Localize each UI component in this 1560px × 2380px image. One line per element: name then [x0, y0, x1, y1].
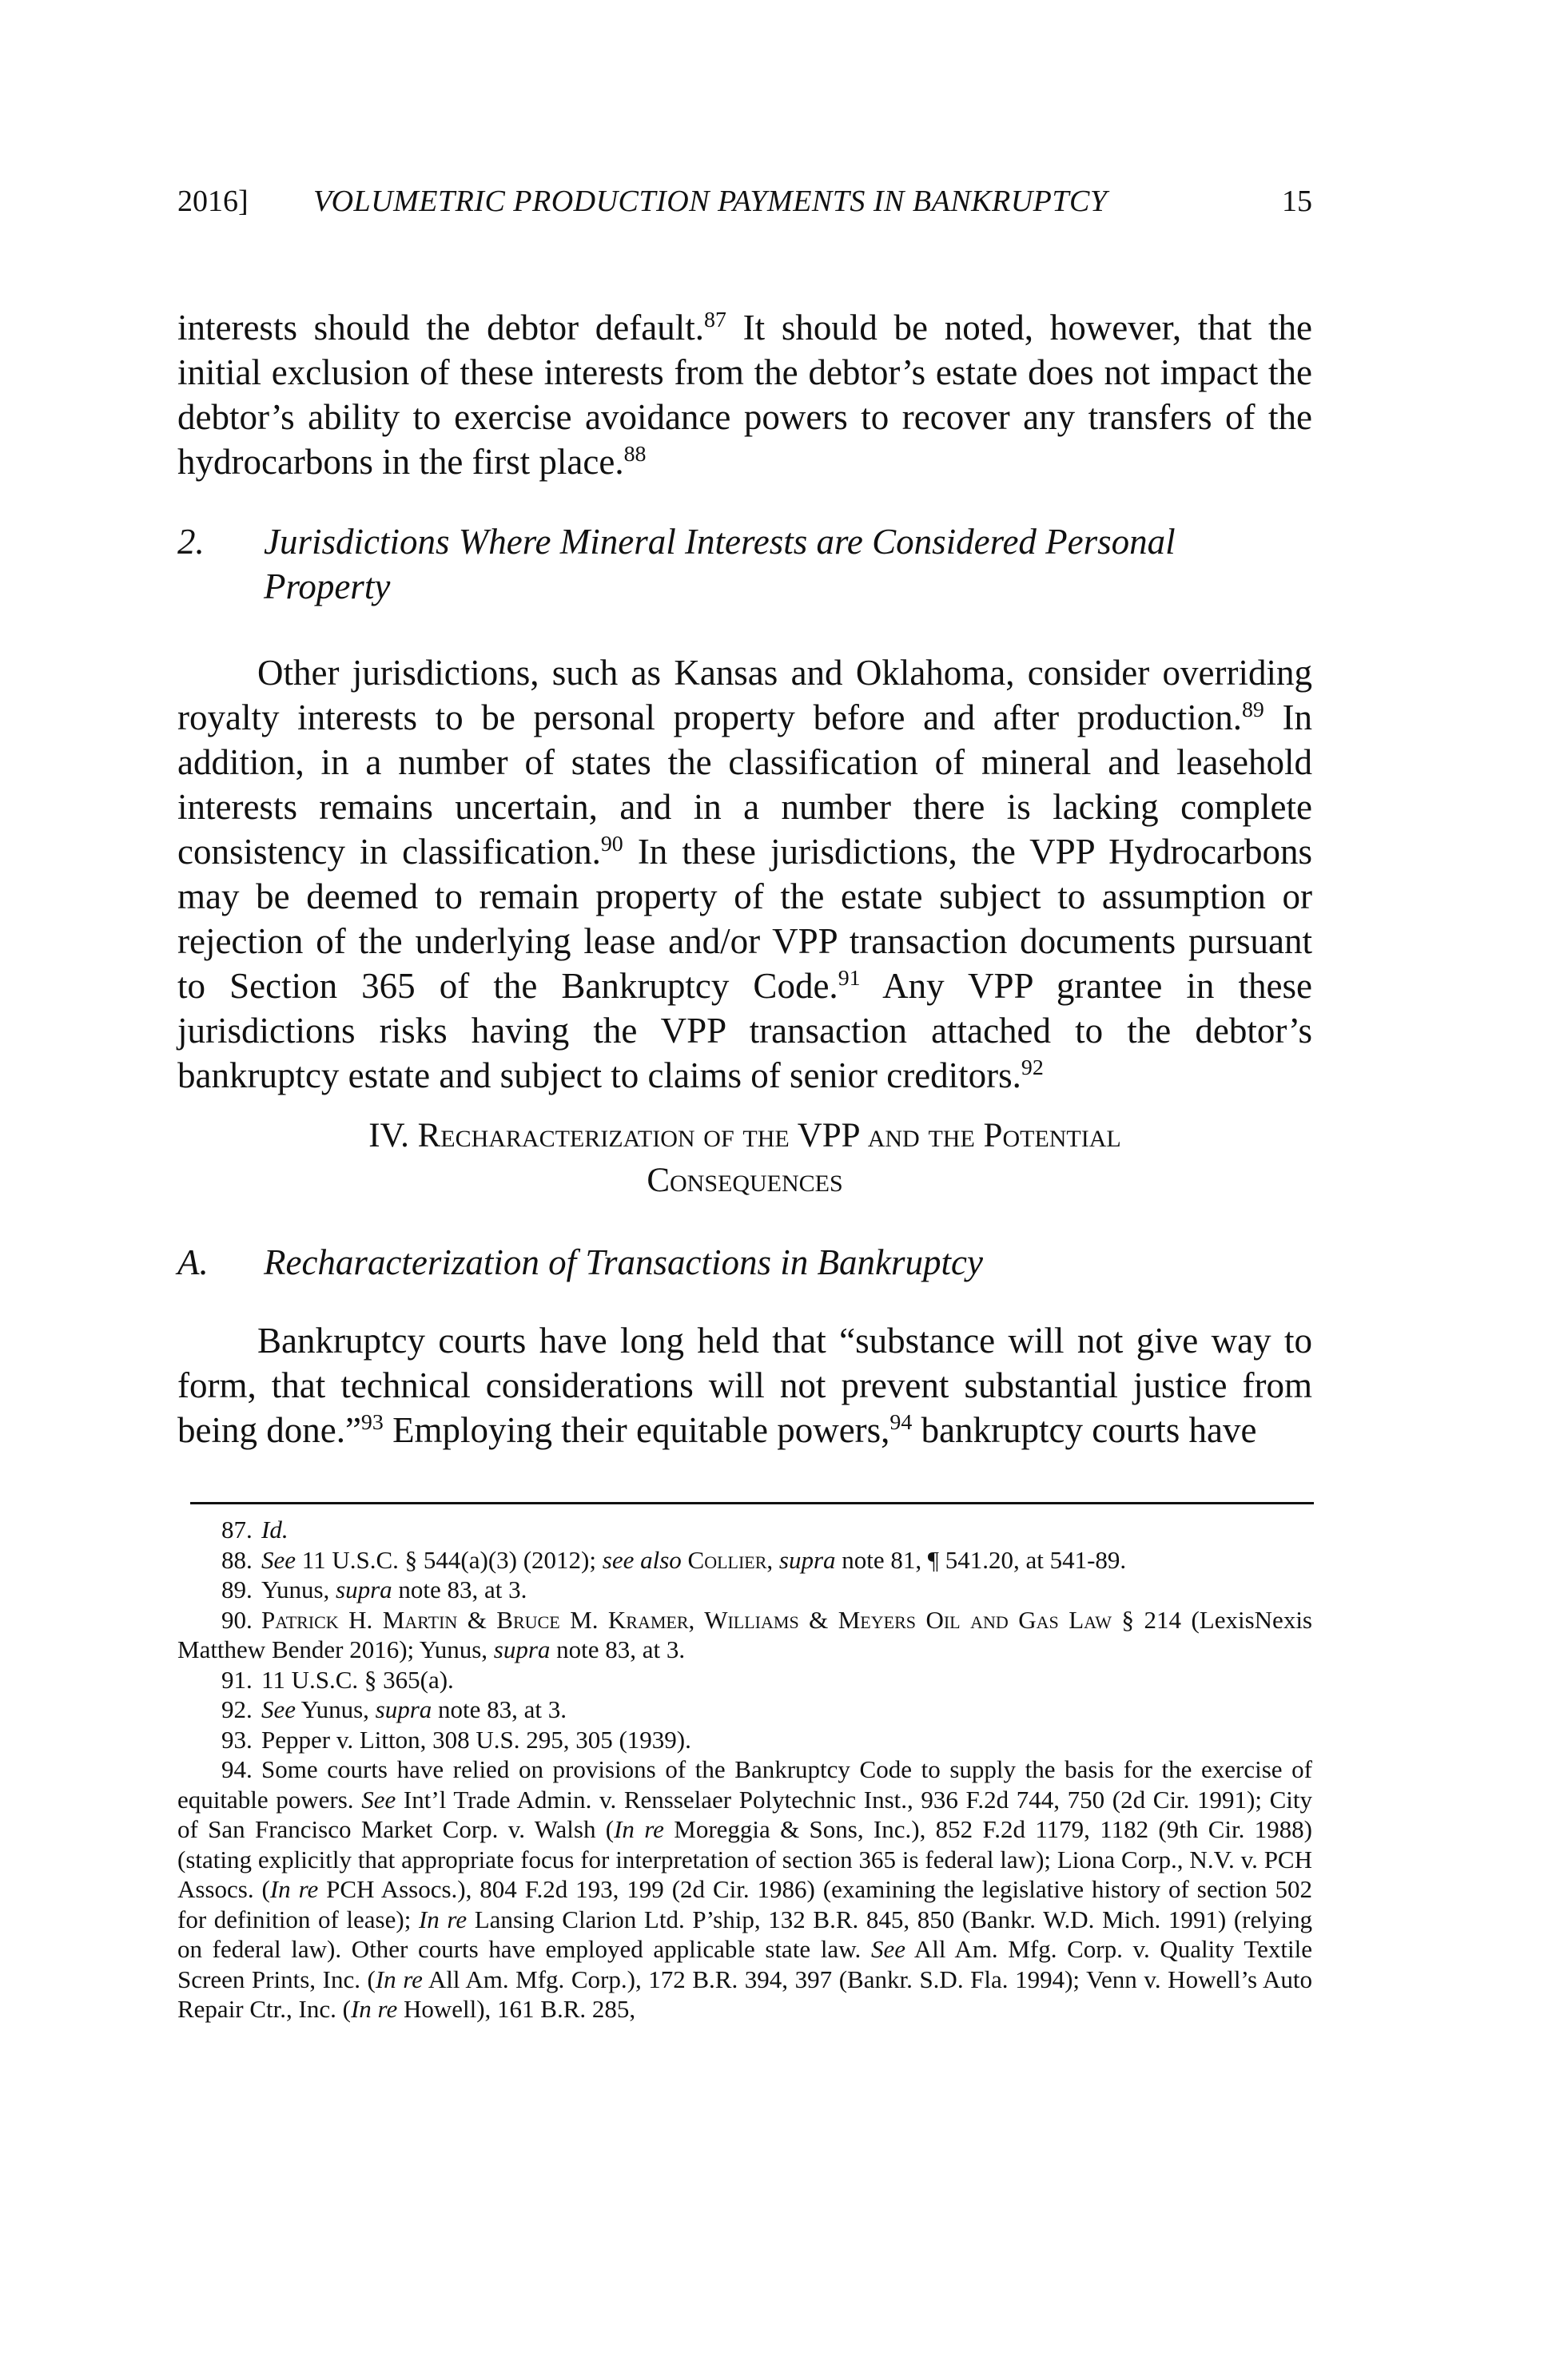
footnote-93: 93. Pepper v. Litton, 308 U.S. 295, 305 (1939).: [221, 1725, 691, 1754]
footnote-ref-88: 88: [623, 442, 647, 467]
footnote-88: 88. See 11 U.S.C. § 544(a)(3) (2012); see also Collier, supra note 81, ¶ 541.20, at 541-89.: [221, 1545, 1127, 1574]
footnote-89: 89. Yunus, supra note 83, at 3.: [221, 1575, 527, 1603]
footnote-ref-92: 92: [1021, 1055, 1044, 1080]
page-number: 15: [1282, 185, 1312, 218]
paragraph-2: Other jurisdictions, such as Kansas and Oklahoma, consider overriding royalty interests to be personal property before and after production.$^{89}$ In addition, in a number of states the classification of mineral and leasehold interests remains uncertain, and in a number there is lacking complete consistency in classification.$^{90}$ In these jurisdictions, the VPP Hydrocarbons may be deemed to remain property of the estate subject to assumption or rejection of the underlying lease and/or VPP transaction documents pursuant to Section 365 of the Bankruptcy Code.$^{91}$ Any VPP grantee in these jurisdictions risks having the VPP transaction attached to the debtor’s bankruptcy estate and subject to claims of senior creditors.$^{92}$: [177, 653, 1312, 1095]
footnote-divider: [190, 1502, 1314, 1504]
subheading-a-text: Recharacterization of Transactions in Bankruptcy: [264, 1242, 983, 1282]
section-heading-line-1: IV. Recharacterization of the VPP and the Potential: [368, 1117, 1121, 1154]
footnotes: [177, 1515, 1312, 2024]
footnote-87: 87. Id.: [221, 1516, 289, 1544]
section-heading-line-2: Consequences: [647, 1162, 843, 1199]
paragraph-1: interests should the debtor default.$^{87}$ It should be noted, however, that the initial exclusion of these interests from the debtor’s estate does not impact the debtor’s ability to exercise avoidance powers to recover any transfers of the hydrocarbons in the first place.$^{88}$: [177, 308, 1312, 482]
footnote-ref-90: 90: [600, 832, 623, 856]
footnote-90: 90. Patrick H. Martin & Bruce M. Kramer, Williams & Meyers Oil and Gas Law § 214 (LexisNexis Matthew Bender 2016); Yunus, supra note 83, at 3.: [177, 1605, 1312, 1663]
footnote-ref-91: 91: [838, 966, 861, 991]
subheading-2-text: Jurisdictions Where Mineral Interests are Considered Personal Property: [264, 522, 1176, 606]
footnote-ref-93: 93: [360, 1410, 384, 1435]
subheading-a-letter: A.: [177, 1242, 209, 1282]
running-header: [177, 184, 1312, 232]
subheading-2-number: 2.: [177, 522, 205, 562]
footnote-91: 91. 11 U.S.C. § 365(a).: [221, 1665, 454, 1694]
paragraph-3: Bankruptcy courts have long held that “substance will not give way to form, that technical considerations will not prevent substantial justice from being done.”$^{93}$ Employing their equitable powers,$^{94}$ bankruptcy courts have: [177, 1321, 1312, 1450]
header-year: 2016]: [177, 185, 249, 218]
footnote-92: 92. See Yunus, supra note 83, at 3.: [221, 1695, 567, 1723]
footnote-ref-87: 87: [704, 308, 726, 332]
footnote-94: 94. Some courts have relied on provisions of the Bankruptcy Code to supply the basis for the exercise of equitable powers. See Int’l Trade Admin. v. Rensselaer Polytechnic Inst., 936 F.2d 744, 750 (2d Cir. 1991); City of San Francisco Market Corp. v. Walsh (In re Moreggia & Sons, Inc.), 852 F.2d 1179, 1182 (9th Cir. 1988) (stating explicitly that appropriate focus for interpretation of section 365 is federal law); Liona Corp., N.V. v. PCH Assocs. (In re PCH Assocs.), 804 F.2d 193, 199 (2d Cir. 1986) (examining the legislative history of section 502 for definition of lease); In re Lansing Clarion Ltd. P’ship, 132 B.R. 845, 850 (Bankr. W.D. Mich. 1991) (relying on federal law). Other courts have employed applicable state law. See All Am. Mfg. Corp. v. Quality Textile Screen Prints, Inc. (In re All Am. Mfg. Corp.), 172 B.R. 394, 397 (Bankr. S.D. Fla. 1994); Venn v. Howell’s Auto Repair Ctr., Inc. (In re Howell), 161 B.R. 285,: [177, 1755, 1313, 2023]
section-heading-iv: [177, 1114, 1312, 1203]
header-title: VOLUMETRIC PRODUCTION PAYMENTS IN BANKRUPTCY: [313, 185, 1108, 218]
footnote-ref-94: 94: [889, 1410, 913, 1435]
footnote-ref-89: 89: [1241, 697, 1264, 722]
